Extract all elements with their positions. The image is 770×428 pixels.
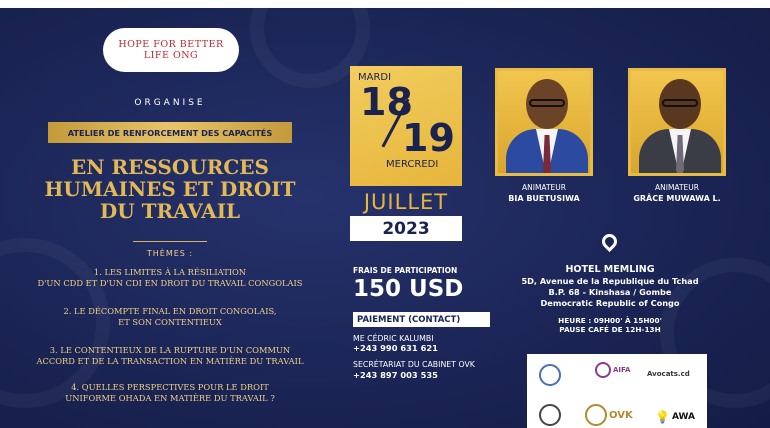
schedule-hours: HEURE : 09H00' À 15H00' bbox=[558, 316, 662, 325]
theme-item: 4. QUELLES PERSPECTIVES POUR LE DROIT UNIFORME OHADA EN MATIÈRE DU TRAVAIL ? bbox=[65, 382, 275, 403]
partner-logos bbox=[527, 354, 707, 428]
glasses bbox=[662, 99, 698, 107]
animator-photo bbox=[495, 68, 593, 176]
partner-emblem-icon bbox=[595, 362, 611, 378]
venue-address: B.P. 68 - Kinshasa / Gombe bbox=[548, 287, 672, 297]
price: 150 USD bbox=[353, 276, 464, 302]
day1-number: 18 bbox=[360, 80, 413, 124]
year-label: 2023 bbox=[350, 216, 462, 241]
bulb-icon: 💡 bbox=[655, 410, 670, 424]
theme-item: 3. LE CONTENTIEUX DE LA RUPTURE D'UN COMMUN ACCORD ET DE LA TRANSACTION EN MATIÈRE DU TRAVAIL bbox=[36, 345, 304, 366]
partner-emblem-icon bbox=[539, 364, 561, 386]
partner-logo-ovk: OVK bbox=[585, 404, 633, 426]
animator-name: BIA BUETUSIWA bbox=[508, 194, 580, 203]
location-pin-icon bbox=[599, 231, 620, 252]
animator-role: ANIMATEUR bbox=[655, 183, 699, 192]
venue-address: 5D, Avenue de la Republique du Tchad bbox=[521, 276, 699, 286]
theme-item: 2. LE DÉCOMPTE FINAL EN DROIT CONGOLAIS, ET SON CONTENTIEUX bbox=[63, 306, 277, 327]
divider bbox=[133, 241, 207, 242]
event-title bbox=[0, 156, 340, 222]
partner-logo-awa: 💡 AWA bbox=[655, 410, 696, 424]
day2-name: MERCREDI bbox=[386, 159, 439, 170]
venue-name: HOTEL MEMLING bbox=[565, 264, 655, 275]
day2-number: 19 bbox=[402, 116, 455, 160]
title-line: EN RESSOURCES bbox=[71, 155, 269, 179]
contact-name: ME CÉDRIC KALUMBI bbox=[353, 334, 434, 343]
contact-phone[interactable]: +243 897 003 535 bbox=[353, 370, 438, 380]
animator-name: GRÂCE MUWAWA L. bbox=[633, 194, 721, 203]
date-block bbox=[350, 66, 462, 186]
payment-banner: PAIEMENT (CONTACT) bbox=[353, 312, 490, 327]
animator-role: ANIMATEUR bbox=[522, 183, 566, 192]
glasses bbox=[529, 99, 565, 107]
fees-label: FRAIS DE PARTICIPATION bbox=[353, 266, 458, 275]
partner-emblem-icon bbox=[539, 404, 561, 426]
month-label: JUILLET bbox=[363, 190, 449, 214]
contact-phone[interactable]: +243 990 631 621 bbox=[353, 343, 438, 353]
theme-item: 1. LES LIMITES À LA RÉSILIATION D'UN CDD ET D'UN CDI EN DROIT DU TRAVAIL CONGOLAIS bbox=[37, 267, 303, 288]
venue-address: Democratic Republic of Congo bbox=[540, 298, 680, 308]
event-poster bbox=[0, 8, 770, 428]
organise-label: ORGANISE bbox=[134, 98, 206, 108]
organizer-logo: HOPE FOR BETTER LIFE ONG bbox=[103, 28, 239, 72]
themes-label: THÈMES : bbox=[146, 249, 194, 258]
atelier-banner: ATELIER DE RENFORCEMENT DES CAPACITÉS bbox=[48, 122, 292, 143]
partner-emblem-icon bbox=[585, 404, 607, 426]
partner-logo-aifa: AIFA bbox=[595, 362, 630, 378]
schedule-pause: PAUSE CAFÉ DE 12H-13H bbox=[559, 325, 661, 334]
day1-name: MARDI bbox=[358, 72, 392, 83]
title-line: DU TRAVAIL bbox=[99, 199, 241, 223]
animator-photo bbox=[628, 68, 726, 176]
title-line: HUMAINES ET DROIT bbox=[44, 177, 296, 201]
partner-logo-cb bbox=[539, 364, 561, 386]
partner-logo-bar bbox=[539, 404, 561, 426]
contact-name: SECRÉTARIAT DU CABINET OVK bbox=[353, 360, 475, 369]
partner-logo-avocats: Avocats.cd bbox=[647, 370, 690, 378]
